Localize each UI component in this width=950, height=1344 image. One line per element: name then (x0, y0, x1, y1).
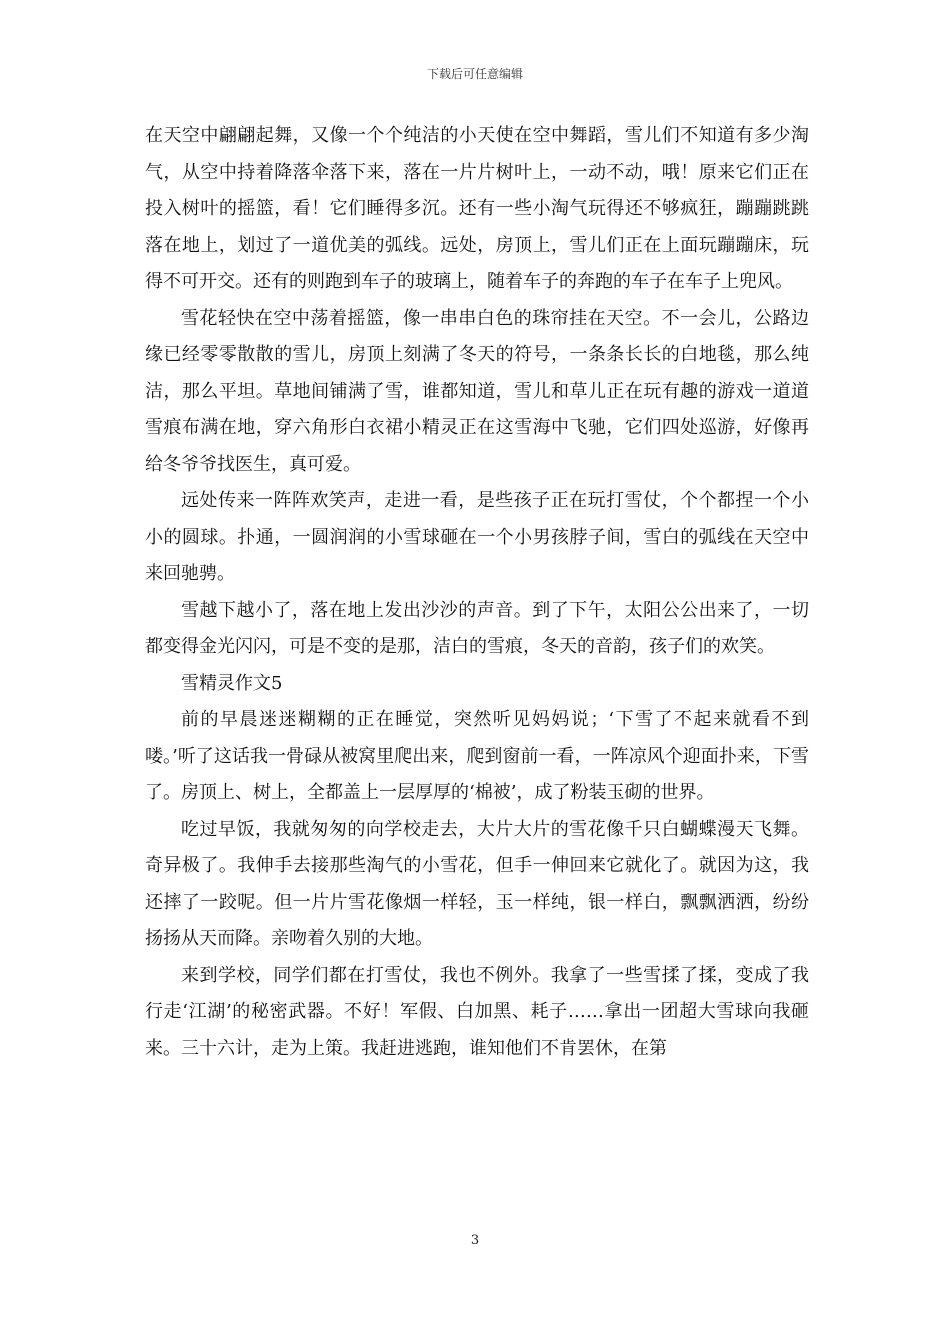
page-number: 3 (470, 1233, 480, 1248)
page-header: 下载后可任意编辑 (426, 67, 523, 81)
paragraph-7: 来到学校，同学们都在打雪仗，我也不例外。我拿了一些雪揉了揉，变成了我行走‘江湖’的秘密武器。不好！军假、白加黑、耗子……拿出一团超大雪球向我砸来。三十六计，走为上策。我赶进逃跑，谁知他们不肯罢休，在第 (145, 964, 809, 1059)
paragraph-1: 在天空中翩翩起舞，又像一个个纯洁的小天使在空中舞蹈，雪儿们不知道有多少淘气，从空中持着降落伞落下来，落在一片片树叶上，一动不动，哦！原来它们正在投入树叶的摇篮，看！它们睡得多沉。还有一些小淘气玩得还不够疯狂，蹦蹦跳跳落在地上，划过了一道优美的弧线。远处，房顶上，雪儿们正在上面玩蹦蹦床，玩得不可开交。还有的则跑到车子的玻璃上，随着车子的奔跑的车子在车子上兜风。 (145, 125, 809, 292)
paragraph-5: 前的早晨迷迷糊糊的正在睡觉，突然听见妈妈说；‘下雪了不起来就看不到喽。’听了这话我一骨碌从被窝里爬出来，爬到窗前一看，一阵凉风个迎面扑来，下雪了。房顶上、树上，全都盖上一层厚厚的‘棉被’，成了粉装玉砌的世界。 (145, 709, 809, 803)
paragraph-4: 雪越下越小了，落在地上发出沙沙的声音。到了下午，太阳公公出来了，一切都变得金光闪闪，可是不变的是那，洁白的雪痕，冬天的音韵，孩子们的欢笑。 (145, 599, 809, 657)
document-body (145, 118, 809, 1067)
paragraph-6: 吃过早饭，我就匆匆的向学校走去，大片大片的雪花像千只白蝴蝶漫天飞舞。奇异极了。我伸手去接那些淘气的小雪花，但手一伸回来它就化了。就因为这，我还摔了一跤呢。但一片片雪花像烟一样轻，玉一样纯，银一样白，飘飘洒洒，纷纷扬扬从天而降。亲吻着久别的大地。 (145, 818, 809, 949)
paragraph-2: 雪花轻快在空中荡着摇篮，像一串串白色的珠帘挂在天空。不一会儿，公路边缘已经零零散散的雪儿，房顶上刻满了冬天的符号，一条条长长的白地毯，那么纯洁，那么平坦。草地间铺满了雪，谁都知道，雪儿和草儿正在玩有趣的游戏一道道雪痕布满在地，穿六角形白衣裙小精灵正在这雪海中飞驰，它们四处巡游，好像再给冬爷爷找医生，真可爱。 (145, 307, 809, 475)
section-heading: 雪精灵作文5 (181, 672, 283, 694)
paragraph-3: 远处传来一阵阵欢笑声，走进一看，是些孩子正在玩打雪仗，个个都捏一个小小的圆球。扑通，一圆润润的小雪球砸在一个小男孩脖子间，雪白的弧线在天空中来回驰骋。 (145, 490, 809, 584)
